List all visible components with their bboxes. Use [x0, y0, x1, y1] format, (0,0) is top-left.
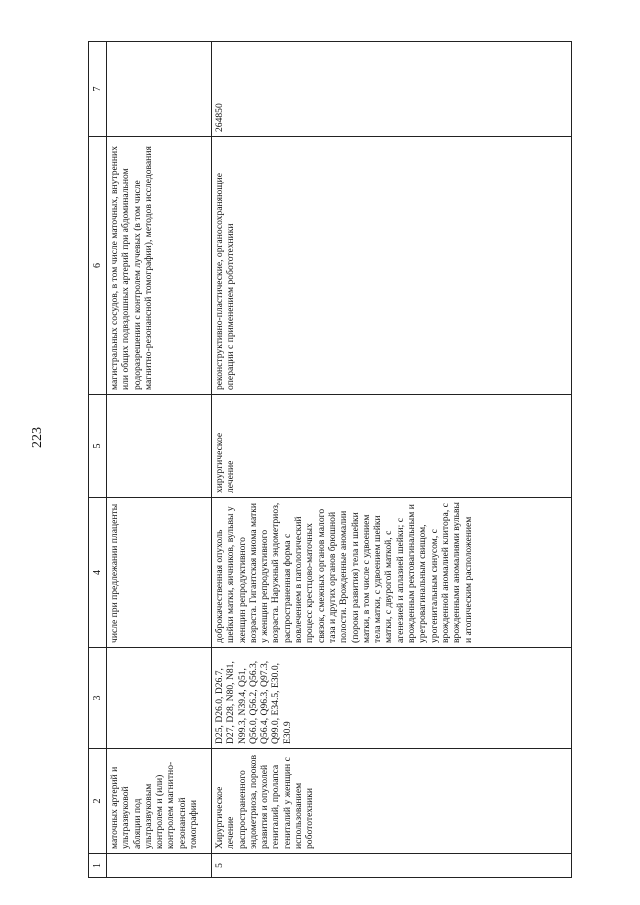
price-table [88, 41, 572, 878]
header-col-1: 1 [89, 854, 107, 878]
row2-method: реконструктивно-пластические, органосохраняющие операции с применением робототехники [212, 137, 572, 395]
table-header-row [89, 42, 107, 878]
row2-treatment-type: хирургическое лечение [212, 395, 572, 498]
header-col-3: 3 [89, 648, 107, 749]
row2-codes: D25, D26.0, D26.7, D27, D28, N80, N81, N99.3, N39.4, Q51, Q56.0, Q56.2, Q56.3, Q56.4, Q96.3, Q97.3, Q99.0, E34.5, E30.0, E30.9 [212, 648, 572, 749]
header-col-5: 5 [89, 395, 107, 498]
header-col-4: 4 [89, 498, 107, 648]
row2-procedure: Хирургическое лечение распространенного эндометриоза, пороков развития и опухолей гениталий, пролапса гениталий у женщин с использованием робототехники [212, 749, 572, 854]
table-row [212, 42, 572, 878]
row1-procedure: маточных артерий и ультразвуковой абляции под ультразвуковым контролем и (или) контролем магнитно-резонансной томографии [107, 749, 212, 854]
rotated-table-container [88, 48, 583, 878]
row1-number [107, 854, 212, 878]
header-col-6: 6 [89, 137, 107, 395]
page-number: 223 [30, 427, 45, 448]
header-col-7: 7 [89, 42, 107, 137]
row1-method: магистральных сосудов, в том числе маточных, внутренних или общих подвздошных артерий при абдоминальном родоразрешении с контролем лучевых (в том числе магнитно-резонансной томографии), методов исследования [107, 137, 212, 395]
header-col-2: 2 [89, 749, 107, 854]
row1-codes [107, 648, 212, 749]
row1-cost [107, 42, 212, 137]
row2-number: 5 [212, 854, 572, 878]
table-row [107, 42, 212, 878]
row2-cost: 264850 [212, 42, 572, 137]
row2-model: доброкачественная опухоль шейки матки, яичников, вульвы у женщин репродуктивного возраста. Гигантская миома матки у женщин репродуктивного возраста. Наружный эндометриоз, распространенная форма с вовлечением в патологический процесс крестцово-маточных связок, смежных органов малого таза и других органов брюшной полости. Врожденные аномалии (пороки развития) тела и шейки матки, в том числе с удвоением тела матки, с удвоением шейки матки, с двурогой маткой, с агенезией и аплазией шейки; с врожденным ректовагинальным и уретровагинальным свищом, урогенитальным синусом, с врожденной аномалией клитора, с врожденными аномалиями вульвы и атопическим расположением [212, 498, 572, 648]
row1-treatment-type [107, 395, 212, 498]
row1-model: числе при предлежании плаценты [107, 498, 212, 648]
